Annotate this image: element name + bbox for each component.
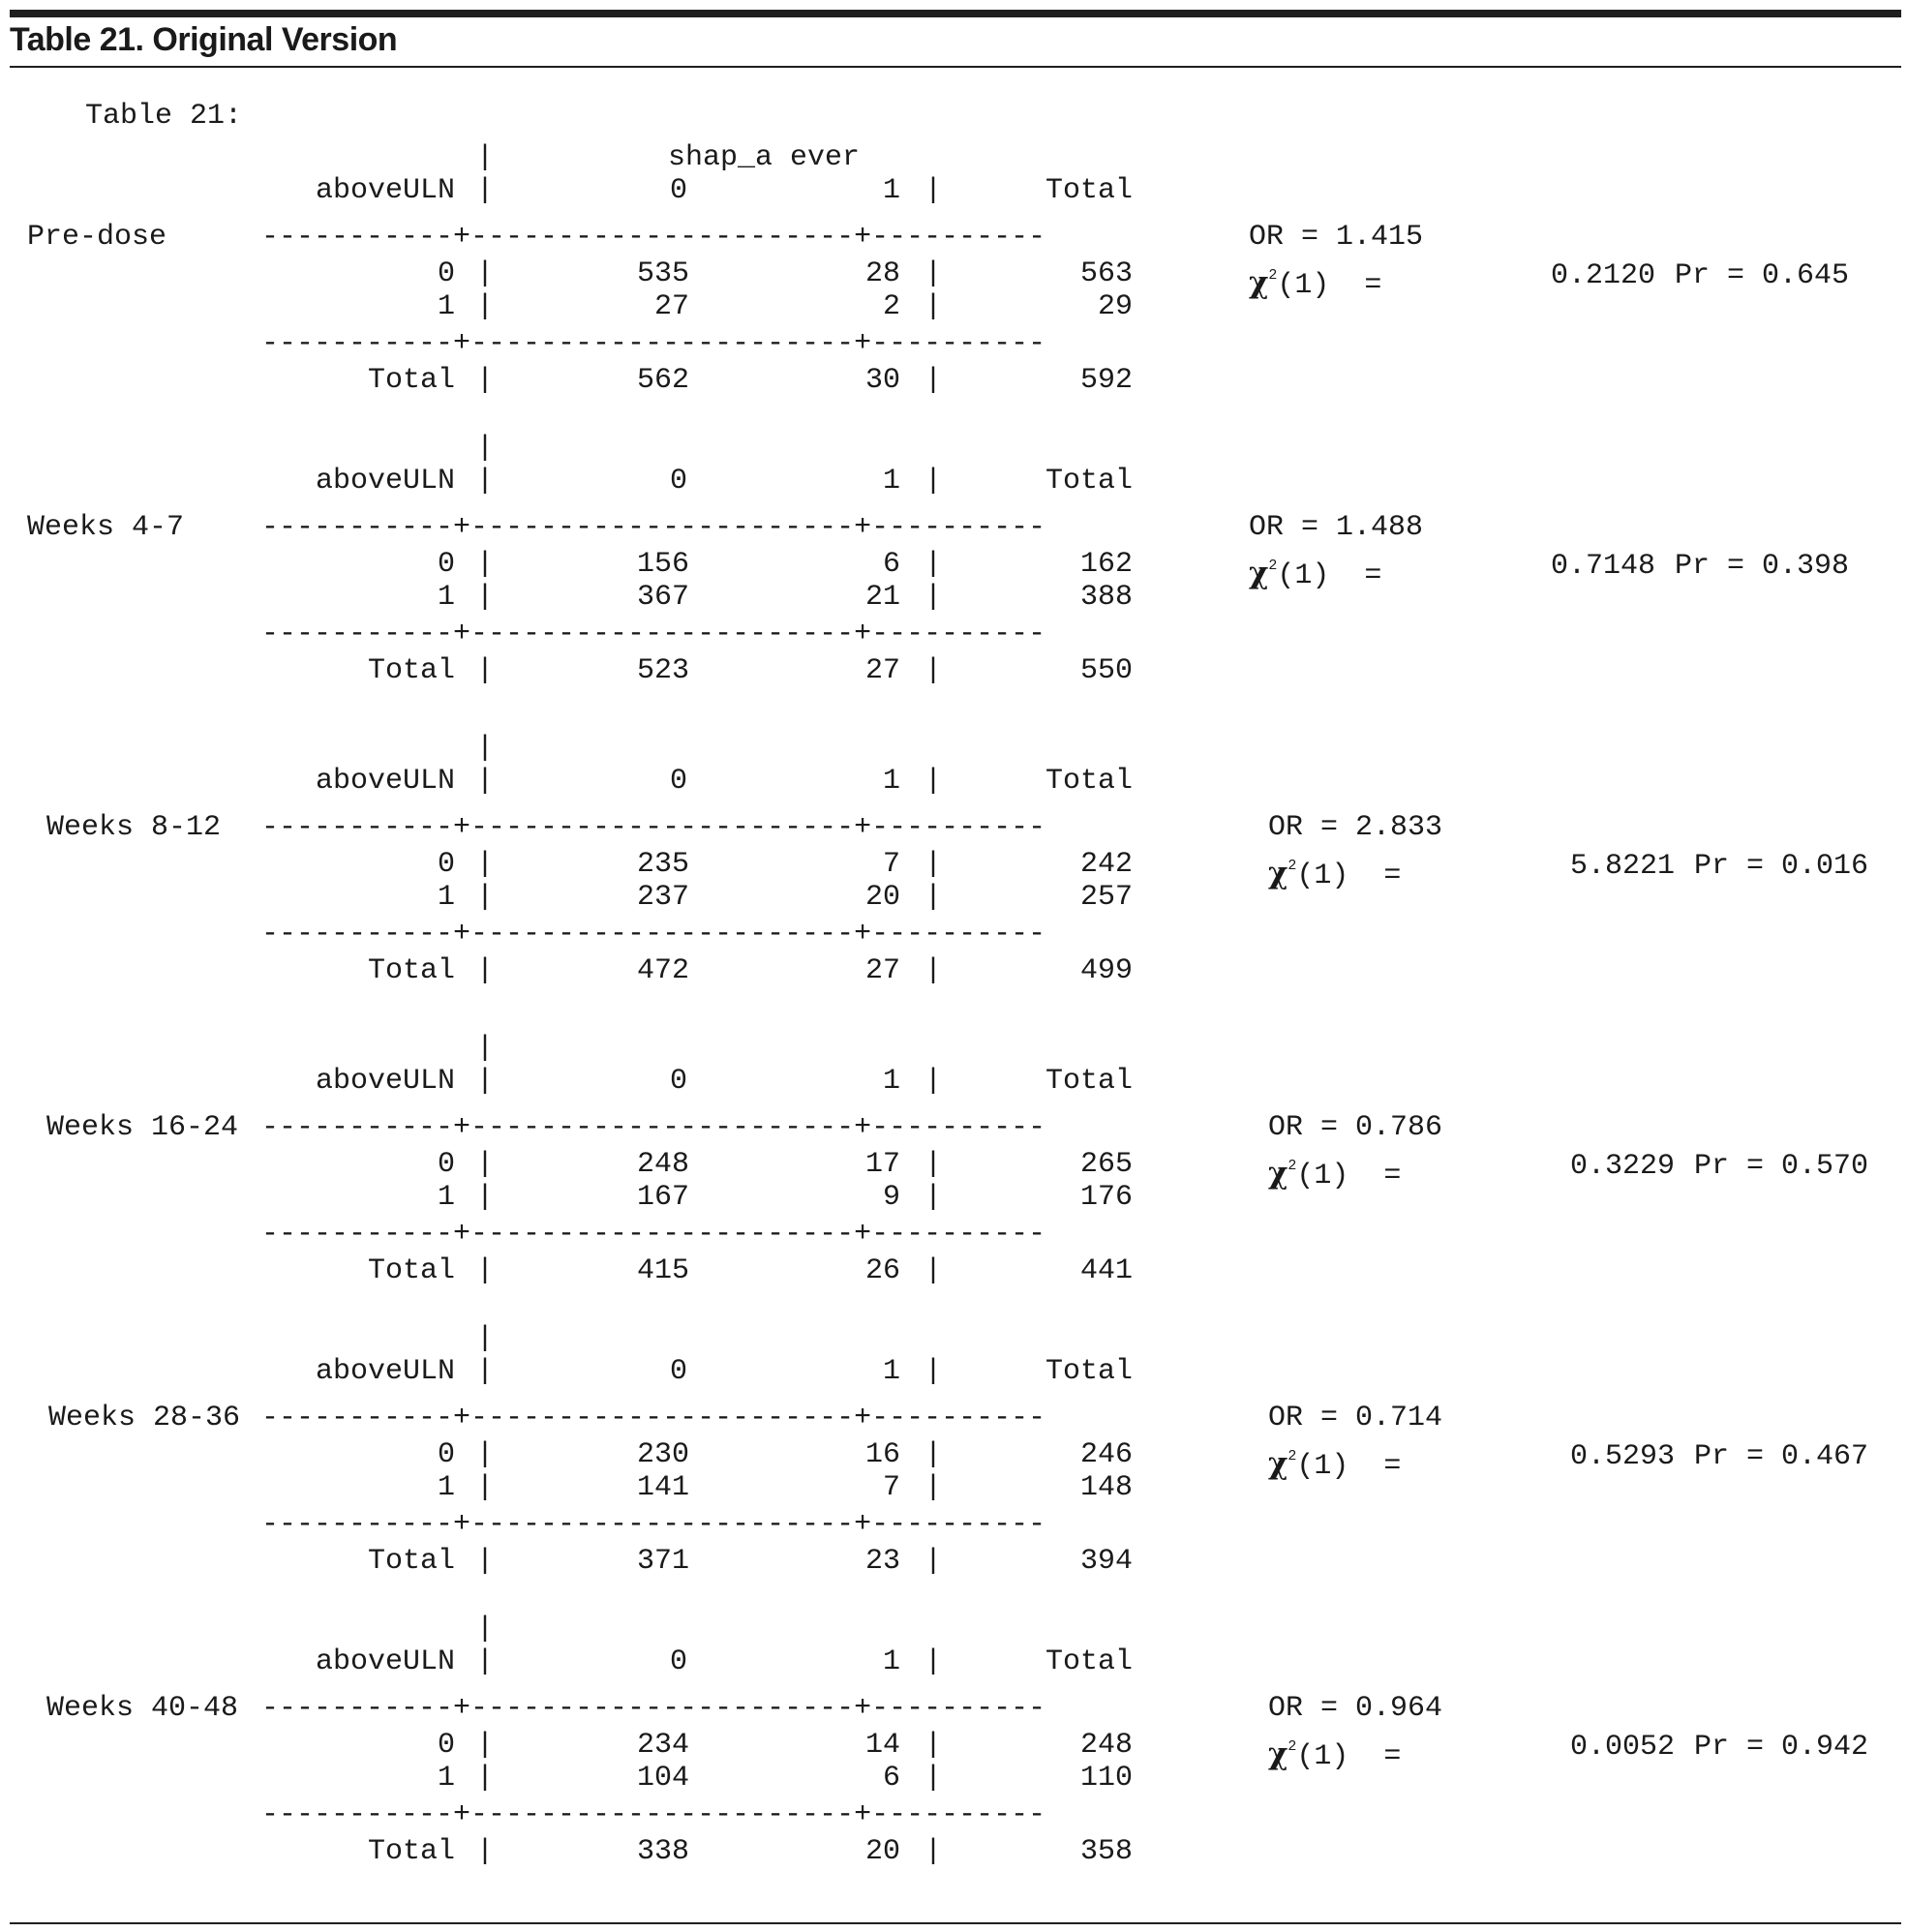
row-divider: | <box>476 364 495 397</box>
header-divider: | <box>924 765 943 798</box>
row-divider: | <box>924 1762 943 1795</box>
odds-ratio: OR = 1.488 <box>1249 511 1424 544</box>
chi-square-value: 0.5293 <box>1569 1440 1675 1473</box>
row-label-1: 1 <box>437 881 455 914</box>
table-cell: 367 <box>636 581 689 614</box>
row-label-1: 1 <box>437 290 455 323</box>
row-divider: | <box>476 848 495 881</box>
total-row-label: Total <box>367 654 455 687</box>
header-divider: | <box>924 174 943 207</box>
table-cell: 167 <box>636 1181 689 1214</box>
column-header-0: 0 <box>669 1065 687 1098</box>
row-label-1: 1 <box>437 1762 455 1795</box>
total-cell: 550 <box>1079 654 1133 687</box>
column-header-total: Total <box>1045 465 1133 498</box>
table-cell: 563 <box>1079 257 1133 290</box>
row-label-0: 0 <box>437 848 455 881</box>
header-divider: | <box>476 1065 495 1098</box>
separator-line: -----------+----------------------+---------- <box>261 811 1046 844</box>
chi-square-value: 5.8221 <box>1569 850 1675 883</box>
column-header-1: 1 <box>882 765 900 798</box>
column-header-0: 0 <box>669 174 687 207</box>
column-header-total: Total <box>1045 765 1133 798</box>
separator-line: -----------+----------------------+---------- <box>261 221 1046 254</box>
table-cell: 2 <box>882 290 900 323</box>
p-value: Pr = 0.467 <box>1694 1440 1869 1473</box>
column-header-1: 1 <box>882 174 900 207</box>
crosstab-block-1 <box>0 136 1908 426</box>
row-divider: | <box>476 290 495 323</box>
header-divider: | <box>476 465 495 498</box>
header-divider: | <box>476 174 495 207</box>
row-divider: | <box>476 654 495 687</box>
row-label-0: 0 <box>437 548 455 581</box>
row-divider: | <box>924 654 943 687</box>
period-label: Weeks 8-12 <box>46 811 222 844</box>
row-divider: | <box>476 1148 495 1181</box>
header-divider: | <box>924 1065 943 1098</box>
total-cell: 26 <box>864 1254 900 1287</box>
row-label-0: 0 <box>437 257 455 290</box>
total-row-label: Total <box>367 1254 455 1287</box>
table-cell: 535 <box>636 257 689 290</box>
column-variable-label: shap_a ever <box>668 141 861 174</box>
column-header-0: 0 <box>669 1645 687 1678</box>
chi-square-label: $\chi^2(1)$ = <box>1268 1446 1402 1483</box>
row-divider: | <box>476 1545 495 1578</box>
total-cell: 20 <box>864 1835 900 1868</box>
table-cell: 17 <box>864 1148 900 1181</box>
chi-square-value: 0.7148 <box>1550 550 1655 583</box>
table-cell: 148 <box>1079 1471 1133 1504</box>
table-cell: 230 <box>636 1438 689 1471</box>
row-label-0: 0 <box>437 1729 455 1762</box>
total-cell: 562 <box>636 364 689 397</box>
row-variable-label: aboveULN <box>315 1355 455 1388</box>
table-cell: 104 <box>636 1762 689 1795</box>
row-divider: | <box>476 1762 495 1795</box>
crosstab-block-3 <box>0 726 1908 1016</box>
period-label: Weeks 16-24 <box>46 1111 239 1144</box>
header-divider: | <box>476 765 495 798</box>
row-variable-label: aboveULN <box>315 765 455 798</box>
column-header-1: 1 <box>882 1645 900 1678</box>
column-header-1: 1 <box>882 1065 900 1098</box>
row-label-0: 0 <box>437 1438 455 1471</box>
row-divider: | <box>476 1471 495 1504</box>
odds-ratio: OR = 1.415 <box>1249 221 1424 254</box>
row-divider: | <box>476 581 495 614</box>
p-value: Pr = 0.016 <box>1694 850 1869 883</box>
period-label: Pre-dose <box>27 221 167 254</box>
table-cell: 242 <box>1079 848 1133 881</box>
row-divider: | <box>476 1729 495 1762</box>
total-cell: 338 <box>636 1835 689 1868</box>
row-divider: | <box>924 881 943 914</box>
column-header-0: 0 <box>669 765 687 798</box>
table-cell: 6 <box>882 548 900 581</box>
row-divider: | <box>476 954 495 987</box>
crosstab-block-5 <box>0 1316 1908 1607</box>
table-title: Table 21. Original Version <box>10 21 398 58</box>
separator-line: -----------+----------------------+---------- <box>261 1508 1046 1541</box>
column-header-0: 0 <box>669 1355 687 1388</box>
table-cell: 14 <box>864 1729 900 1762</box>
row-variable-label: aboveULN <box>315 465 455 498</box>
separator-line: -----------+----------------------+---------- <box>261 1798 1046 1831</box>
total-cell: 371 <box>636 1545 689 1578</box>
header-divider: | <box>476 141 495 174</box>
table-cell: 141 <box>636 1471 689 1504</box>
row-divider: | <box>924 1471 943 1504</box>
table-cell: 162 <box>1079 548 1133 581</box>
row-divider: | <box>924 257 943 290</box>
row-divider: | <box>924 954 943 987</box>
row-divider: | <box>924 1835 943 1868</box>
table-cell: 176 <box>1079 1181 1133 1214</box>
separator-line: -----------+----------------------+---------- <box>261 1692 1046 1725</box>
crosstab-block-2 <box>0 426 1908 716</box>
period-label: Weeks 4-7 <box>27 511 185 544</box>
odds-ratio: OR = 0.714 <box>1268 1402 1443 1434</box>
header-divider: | <box>924 1645 943 1678</box>
row-variable-label: aboveULN <box>315 1065 455 1098</box>
total-row-label: Total <box>367 1835 455 1868</box>
column-header-total: Total <box>1045 174 1133 207</box>
total-cell: 472 <box>636 954 689 987</box>
table-cell: 237 <box>636 881 689 914</box>
row-divider: | <box>924 1254 943 1287</box>
row-divider: | <box>924 548 943 581</box>
total-cell: 499 <box>1079 954 1133 987</box>
row-variable-label: aboveULN <box>315 1645 455 1678</box>
total-cell: 592 <box>1079 364 1133 397</box>
total-cell: 27 <box>864 954 900 987</box>
header-divider: | <box>476 432 495 465</box>
table-cell: 156 <box>636 548 689 581</box>
odds-ratio: OR = 0.786 <box>1268 1111 1443 1144</box>
header-divider: | <box>476 1645 495 1678</box>
separator-line: -----------+----------------------+---------- <box>261 511 1046 544</box>
table-cell: 9 <box>882 1181 900 1214</box>
crosstab-block-4 <box>0 1026 1908 1316</box>
table-cell: 234 <box>636 1729 689 1762</box>
header-divider: | <box>476 1355 495 1388</box>
header-divider: | <box>476 732 495 765</box>
table-cell: 265 <box>1079 1148 1133 1181</box>
row-divider: | <box>924 848 943 881</box>
total-row-label: Total <box>367 1545 455 1578</box>
total-cell: 415 <box>636 1254 689 1287</box>
separator-line: -----------+----------------------+---------- <box>261 918 1046 951</box>
column-header-total: Total <box>1045 1355 1133 1388</box>
row-divider: | <box>476 1835 495 1868</box>
chi-square-label: $\chi^2(1)$ = <box>1268 1736 1402 1773</box>
header-divider: | <box>476 1032 495 1065</box>
row-divider: | <box>476 881 495 914</box>
row-divider: | <box>924 1438 943 1471</box>
row-divider: | <box>476 257 495 290</box>
table-cell: 257 <box>1079 881 1133 914</box>
header-divider: | <box>924 465 943 498</box>
chi-square-label: $\chi^2(1)$ = <box>1249 556 1382 592</box>
row-divider: | <box>476 1438 495 1471</box>
table-cell: 27 <box>653 290 689 323</box>
chi-square-label: $\chi^2(1)$ = <box>1268 1156 1402 1192</box>
chi-square-label: $\chi^2(1)$ = <box>1268 856 1402 892</box>
separator-line: -----------+----------------------+---------- <box>261 1111 1046 1144</box>
odds-ratio: OR = 0.964 <box>1268 1692 1443 1725</box>
header-divider: | <box>924 1355 943 1388</box>
header-divider: | <box>476 1613 495 1645</box>
table-cell: 6 <box>882 1762 900 1795</box>
p-value: Pr = 0.942 <box>1694 1731 1869 1764</box>
row-label-1: 1 <box>437 1181 455 1214</box>
row-label-0: 0 <box>437 1148 455 1181</box>
total-cell: 23 <box>864 1545 900 1578</box>
table-caption: Table 21: <box>85 100 243 133</box>
row-divider: | <box>476 548 495 581</box>
separator-line: -----------+----------------------+---------- <box>261 1218 1046 1251</box>
row-divider: | <box>924 581 943 614</box>
column-header-1: 1 <box>882 1355 900 1388</box>
table-cell: 248 <box>1079 1729 1133 1762</box>
row-divider: | <box>924 1729 943 1762</box>
p-value: Pr = 0.398 <box>1675 550 1850 583</box>
row-divider: | <box>924 1148 943 1181</box>
chi-square-value: 0.3229 <box>1569 1150 1675 1183</box>
table-cell: 21 <box>864 581 900 614</box>
row-divider: | <box>476 1254 495 1287</box>
table-cell: 235 <box>636 848 689 881</box>
total-cell: 441 <box>1079 1254 1133 1287</box>
total-cell: 30 <box>864 364 900 397</box>
total-cell: 523 <box>636 654 689 687</box>
table-cell: 7 <box>882 848 900 881</box>
table-cell: 29 <box>1097 290 1133 323</box>
table-cell: 28 <box>864 257 900 290</box>
row-divider: | <box>924 290 943 323</box>
period-label: Weeks 28-36 <box>48 1402 241 1434</box>
chi-square-label: $\chi^2(1)$ = <box>1249 265 1382 302</box>
table-cell: 248 <box>636 1148 689 1181</box>
top-rule <box>10 10 1901 17</box>
chi-square-value: 0.2120 <box>1550 259 1655 292</box>
row-label-1: 1 <box>437 1471 455 1504</box>
bottom-rule <box>10 1922 1901 1924</box>
odds-ratio: OR = 2.833 <box>1268 811 1443 844</box>
total-cell: 394 <box>1079 1545 1133 1578</box>
table-cell: 388 <box>1079 581 1133 614</box>
period-label: Weeks 40-48 <box>46 1692 239 1725</box>
table-cell: 20 <box>864 881 900 914</box>
row-divider: | <box>924 1181 943 1214</box>
row-divider: | <box>924 364 943 397</box>
table-cell: 7 <box>882 1471 900 1504</box>
header-divider: | <box>476 1322 495 1355</box>
row-label-1: 1 <box>437 581 455 614</box>
column-header-1: 1 <box>882 465 900 498</box>
crosstab-block-6 <box>0 1607 1908 1897</box>
title-rule <box>10 66 1901 68</box>
table-cell: 246 <box>1079 1438 1133 1471</box>
column-header-total: Total <box>1045 1645 1133 1678</box>
total-row-label: Total <box>367 364 455 397</box>
total-cell: 27 <box>864 654 900 687</box>
row-divider: | <box>476 1181 495 1214</box>
total-row-label: Total <box>367 954 455 987</box>
total-cell: 358 <box>1079 1835 1133 1868</box>
row-divider: | <box>924 1545 943 1578</box>
table-cell: 16 <box>864 1438 900 1471</box>
separator-line: -----------+----------------------+---------- <box>261 327 1046 360</box>
table-cell: 110 <box>1079 1762 1133 1795</box>
chi-square-value: 0.0052 <box>1569 1731 1675 1764</box>
separator-line: -----------+----------------------+---------- <box>261 1402 1046 1434</box>
column-header-total: Total <box>1045 1065 1133 1098</box>
column-header-0: 0 <box>669 465 687 498</box>
separator-line: -----------+----------------------+---------- <box>261 618 1046 650</box>
p-value: Pr = 0.570 <box>1694 1150 1869 1183</box>
row-variable-label: aboveULN <box>315 174 455 207</box>
p-value: Pr = 0.645 <box>1675 259 1850 292</box>
